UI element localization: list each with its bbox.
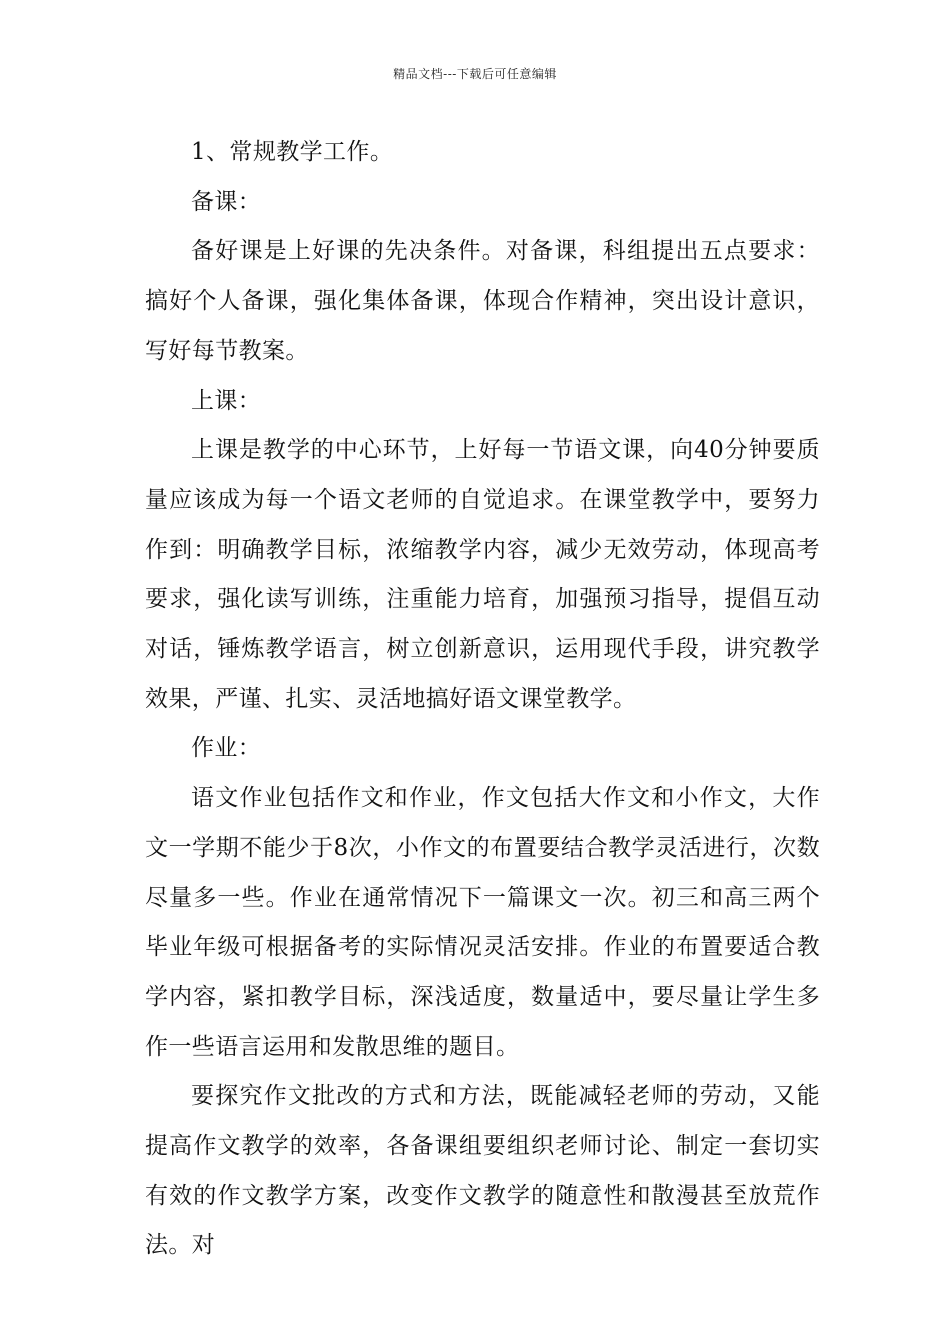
subheading-lesson-prep: 备课： bbox=[191, 188, 262, 215]
section-heading: 1、常规教学工作。 bbox=[191, 139, 394, 165]
subheading-class: 上课： bbox=[191, 387, 262, 414]
document-body bbox=[145, 128, 820, 1271]
paragraph-essay-grading: 要探究作文批改的方式和方法，既能减轻老师的劳动，又能提高作文教学的效率，各备课组要组织老师讨论、制定一套切实有效的作文教学方案，改变作文教学的随意性和散漫甚至放荒作法。对 bbox=[145, 1083, 820, 1259]
page-header: 精品文档---下载后可任意编辑 bbox=[393, 67, 557, 81]
subheading-homework: 作业： bbox=[191, 735, 262, 762]
paragraph-lesson-prep: 备好课是上好课的先决条件。对备课，科组提出五点要求：搞好个人备课，强化集体备课，体现合作精神，突出设计意识，写好每节教案。 bbox=[145, 238, 820, 364]
paragraph-homework: 语文作业包括作文和作业，作文包括大作文和小作文，大作文一学期不能少于8次，小作文的布置要结合教学灵活进行，次数尽量多一些。作业在通常情况下一篇课文一次。初三和高三两个毕业年级可根据备考的实际情况灵活安排。作业的布置要适合教学内容，紧扣教学目标，深浅适度，数量适中，要尽量让学生多作一些语言运用和发散思维的题目。 bbox=[145, 785, 820, 1060]
paragraph-class: 上课是教学的中心环节，上好每一节语文课，向40分钟要质量应该成为每一个语文老师的自觉追求。在课堂教学中，要努力作到：明确教学目标，浓缩教学内容，减少无效劳动，体现高考要求，强化读写训练，注重能力培育，加强预习指导，提倡互动对话，锤炼教学语言，树立创新意识，运用现代手段，讲究教学效果，严谨、扎实、灵活地搞好语文课堂教学。 bbox=[145, 437, 820, 712]
